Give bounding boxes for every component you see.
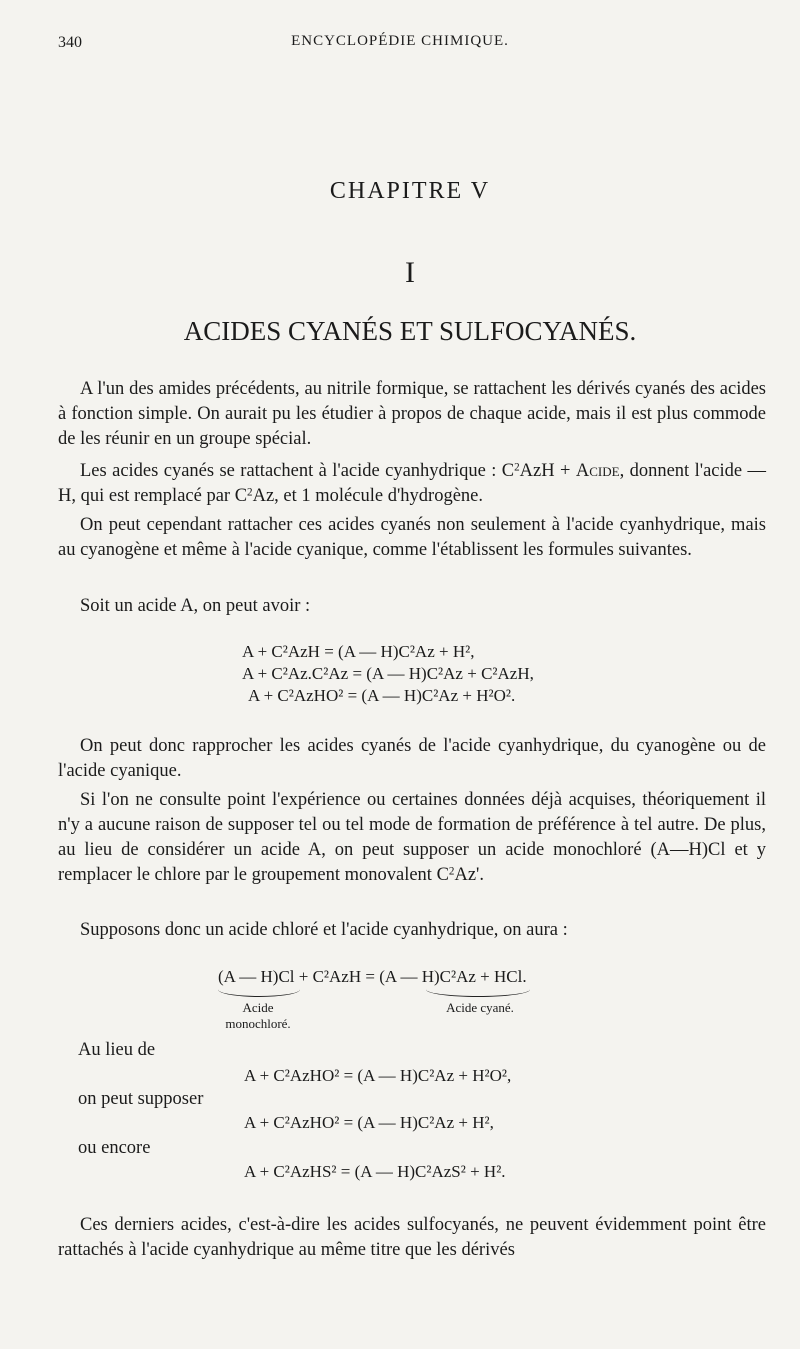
paragraph-7: Supposons donc un acide chloré et l'acide cyanhydrique, on aura :: [80, 920, 568, 940]
superscript: 2: [247, 486, 253, 499]
page-number: 340: [58, 34, 82, 51]
section-title: ACIDES CYANÉS ET SULFOCYANÉS.: [183, 316, 637, 346]
paragraph-5: On peut donc rapprocher les acides cyanés de l'acide cyanhydrique, du cyanogène ou de l'acide cyanique.: [58, 736, 766, 781]
paragraph-6: [58, 788, 766, 888]
paragraph-2: [58, 459, 766, 509]
text-run: Les acides cyanés se rattachent à l'acide cyanhydrique : C: [80, 461, 515, 481]
equation-4: [218, 967, 527, 987]
text-run: Az, et 1 molécule d'hydrogène.: [252, 486, 483, 506]
caption-line: Acide: [242, 1000, 274, 1015]
side-text-3: ou encore: [78, 1138, 151, 1158]
superscript: 2: [514, 461, 520, 474]
chapter-heading: CHAPITRE V: [329, 178, 491, 204]
equation-5: A + C²AzHO² = (A — H)C²Az + H²O²,: [244, 1066, 512, 1085]
underbrace-left: [218, 988, 300, 997]
equation-2: A + C²Az.C²Az = (A — H)C²Az + C²AzH,: [242, 664, 534, 683]
paragraph-8: Ces derniers acides, c'est-à-dire les acides sulfocyanés, ne peuvent évidemment point être rattachés à l'acide cyanhydrique au même titre que les dérivés: [58, 1215, 766, 1260]
equation-6: A + C²AzHO² = (A — H)C²Az + H²,: [244, 1113, 494, 1132]
eq-term-right: (A — H)C²Az: [379, 967, 476, 986]
eq-term-mid: + C²AzH =: [294, 967, 380, 986]
paragraph-4: Soit un acide A, on peut avoir :: [80, 596, 311, 616]
side-text-2: on peut supposer: [78, 1089, 204, 1109]
eq-term-left: (A — H)Cl: [218, 967, 295, 986]
eq-term-end: + HCl.: [475, 967, 527, 986]
equation-3: A + C²AzHO² = (A — H)C²Az + H²O².: [248, 686, 516, 705]
caption-line: monochloré.: [225, 1016, 291, 1031]
running-title: ENCYCLOPÉDIE CHIMIQUE.: [291, 33, 509, 49]
text-run: Si l'on ne consulte point l'expérience ou certaines données déjà acquises, théoriquement il n'y a aucune raison de supposer tel ou tel mode de formation de préférence à tel autre. De plus, au lieu de considérer un acide A, on peut supposer un acide monochloré (A—H)Cl et y remplacer le chlore par le groupement monovalent C: [58, 790, 766, 885]
text-run: , donnent l'acide — H, qui est remplacé par C: [58, 461, 766, 506]
section-numeral: I: [405, 256, 415, 289]
small-caps-word: Acide: [575, 461, 620, 481]
caption-acide-cyane: Acide cyané.: [446, 1000, 514, 1015]
paragraph-3: On peut cependant rattacher ces acides cyanés non seulement à l'acide cyanhydrique, mais au cyanogène et même à l'acide cyanique, comme l'établissent les formules suivantes.: [58, 515, 766, 560]
paragraph-1: A l'un des amides précédents, au nitrile formique, se rattachent les dérivés cyanés des acides à fonction simple. On aurait pu les étudier à propos de chaque acide, mais il est plus commode de les réunir en un groupe spécial.: [58, 379, 766, 449]
superscript: 2: [448, 865, 455, 878]
text-run: AzH +: [519, 461, 576, 481]
equation-1: A + C²AzH = (A — H)C²Az + H²,: [242, 642, 475, 661]
text-run: Az'.: [454, 865, 484, 885]
underbrace-right: [426, 988, 530, 997]
side-text-1: Au lieu de: [78, 1040, 156, 1060]
caption-acide-monochlore: [218, 1000, 298, 1032]
equation-7: A + C²AzHS² = (A — H)C²AzS² + H².: [244, 1162, 506, 1181]
